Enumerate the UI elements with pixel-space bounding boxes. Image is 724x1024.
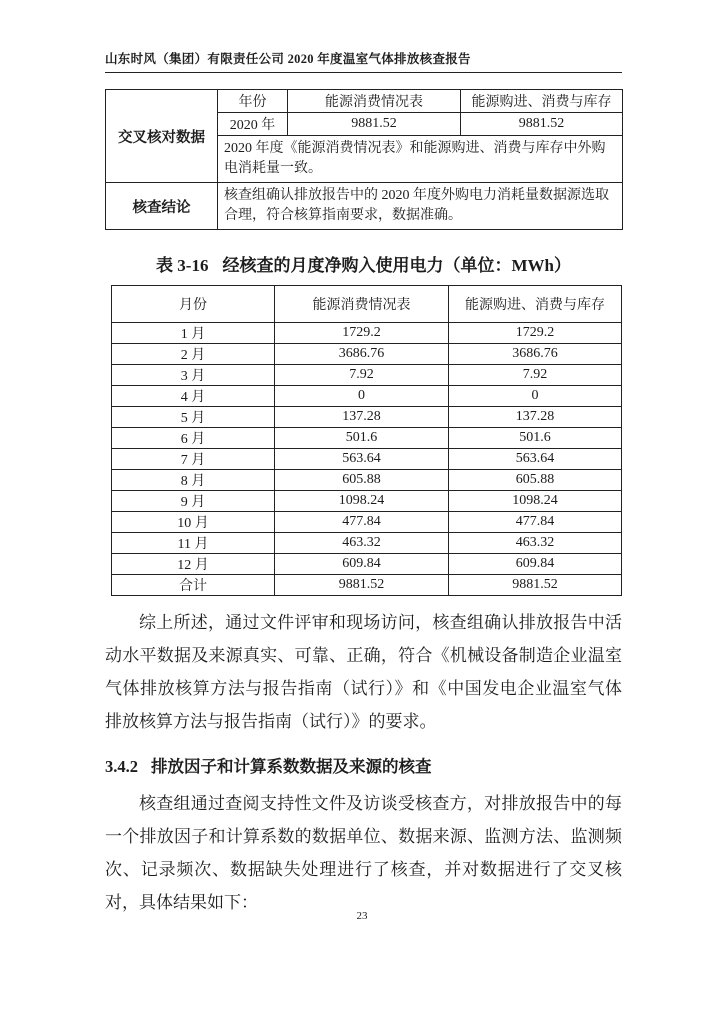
value-cell: 477.84	[275, 512, 449, 533]
value-cell: 1729.2	[275, 323, 449, 344]
value-cell: 477.84	[449, 512, 622, 533]
conclusion-row-label: 核查结论	[106, 183, 218, 230]
column-header-year: 年份	[218, 90, 288, 113]
column-header-energy-consumption: 能源消费情况表	[288, 90, 461, 113]
table-row	[112, 491, 622, 512]
value-cell: 609.84	[449, 554, 622, 575]
table-header-row	[112, 286, 622, 323]
table-row	[112, 428, 622, 449]
month-cell: 7 月	[112, 449, 275, 470]
value-cell: 463.32	[275, 533, 449, 554]
table-row	[112, 365, 622, 386]
month-cell: 12 月	[112, 554, 275, 575]
value-cell: 0	[275, 386, 449, 407]
total-label-cell: 合计	[112, 575, 275, 596]
value-cell: 9881.52	[461, 113, 623, 136]
month-cell: 5 月	[112, 407, 275, 428]
month-cell: 1 月	[112, 323, 275, 344]
value-cell: 0	[449, 386, 622, 407]
cross-check-row-label: 交叉核对数据	[106, 90, 218, 183]
table-row	[112, 323, 622, 344]
column-header-energy-consumption: 能源消费情况表	[275, 286, 449, 323]
value-cell: 1729.2	[449, 323, 622, 344]
table-row	[112, 512, 622, 533]
cross-check-note: 2020 年度《能源消费情况表》和能源购进、消费与库存中外购电消耗量一致。	[218, 136, 623, 183]
table-row	[112, 533, 622, 554]
value-cell: 7.92	[275, 365, 449, 386]
total-value-cell: 9881.52	[449, 575, 622, 596]
value-cell: 605.88	[275, 470, 449, 491]
table-3-16-title	[105, 251, 622, 276]
value-cell: 563.64	[275, 449, 449, 470]
table-row	[112, 449, 622, 470]
value-cell: 605.88	[449, 470, 622, 491]
table-row	[112, 470, 622, 491]
section-number: 3.4.2	[105, 757, 138, 776]
total-value-cell: 9881.52	[275, 575, 449, 596]
running-header: 山东时风（集团）有限责任公司 2020 年度温室气体排放核查报告	[105, 0, 622, 73]
table-row	[106, 90, 623, 113]
value-cell: 137.28	[449, 407, 622, 428]
value-cell: 1098.24	[275, 491, 449, 512]
cross-check-table	[105, 89, 623, 230]
monthly-electricity-table	[111, 285, 622, 596]
section-title: 排放因子和计算系数数据及来源的核查	[151, 757, 432, 776]
value-cell: 7.92	[449, 365, 622, 386]
table-total-row	[112, 575, 622, 596]
table-row	[106, 183, 623, 230]
page-number: 23	[356, 910, 368, 922]
value-cell: 463.32	[449, 533, 622, 554]
value-cell: 609.84	[275, 554, 449, 575]
value-cell: 3686.76	[449, 344, 622, 365]
value-cell: 137.28	[275, 407, 449, 428]
column-header-month: 月份	[112, 286, 275, 323]
table-row	[112, 554, 622, 575]
table-number: 表 3-16	[156, 256, 209, 275]
value-cell: 1098.24	[449, 491, 622, 512]
conclusion-text: 核查组确认排放报告中的 2020 年度外购电力消耗量数据源选取合理，符合核算指南要求，数据准确。	[218, 183, 623, 230]
value-cell: 501.6	[275, 428, 449, 449]
emission-factor-paragraph: 核查组通过查阅支持性文件及访谈受核查方，对排放报告中的每一个排放因子和计算系数的数据单位、数据来源、监测方法、监测频次、记录频次、数据缺失处理进行了核查，并对数据进行了交叉核对，具体结果如下：	[105, 794, 622, 912]
month-cell: 3 月	[112, 365, 275, 386]
month-cell: 9 月	[112, 491, 275, 512]
value-cell: 3686.76	[275, 344, 449, 365]
month-cell: 8 月	[112, 470, 275, 491]
column-header-energy-purchase: 能源购进、消费与库存	[449, 286, 622, 323]
month-cell: 11 月	[112, 533, 275, 554]
table-row	[112, 407, 622, 428]
value-cell: 9881.52	[288, 113, 461, 136]
value-cell: 501.6	[449, 428, 622, 449]
summary-paragraph: 综上所述，通过文件评审和现场访问，核查组确认排放报告中活动水平数据及来源真实、可靠、正确，符合《机械设备制造企业温室气体排放核算方法与报告指南（试行）》和《中国发电企业温室气体排放核算方法与报告指南（试行）》的要求。	[105, 613, 622, 731]
column-header-energy-purchase: 能源购进、消费与库存	[461, 90, 623, 113]
month-cell: 6 月	[112, 428, 275, 449]
table-caption: 经核查的月度净购入使用电力（单位：MWh）	[222, 256, 571, 275]
table-row	[112, 344, 622, 365]
value-cell: 563.64	[449, 449, 622, 470]
section-heading-3-4-2	[105, 753, 622, 777]
page-content	[105, 0, 622, 919]
month-cell: 2 月	[112, 344, 275, 365]
year-cell: 2020 年	[218, 113, 288, 136]
month-cell: 4 月	[112, 386, 275, 407]
month-cell: 10 月	[112, 512, 275, 533]
table-row	[112, 386, 622, 407]
